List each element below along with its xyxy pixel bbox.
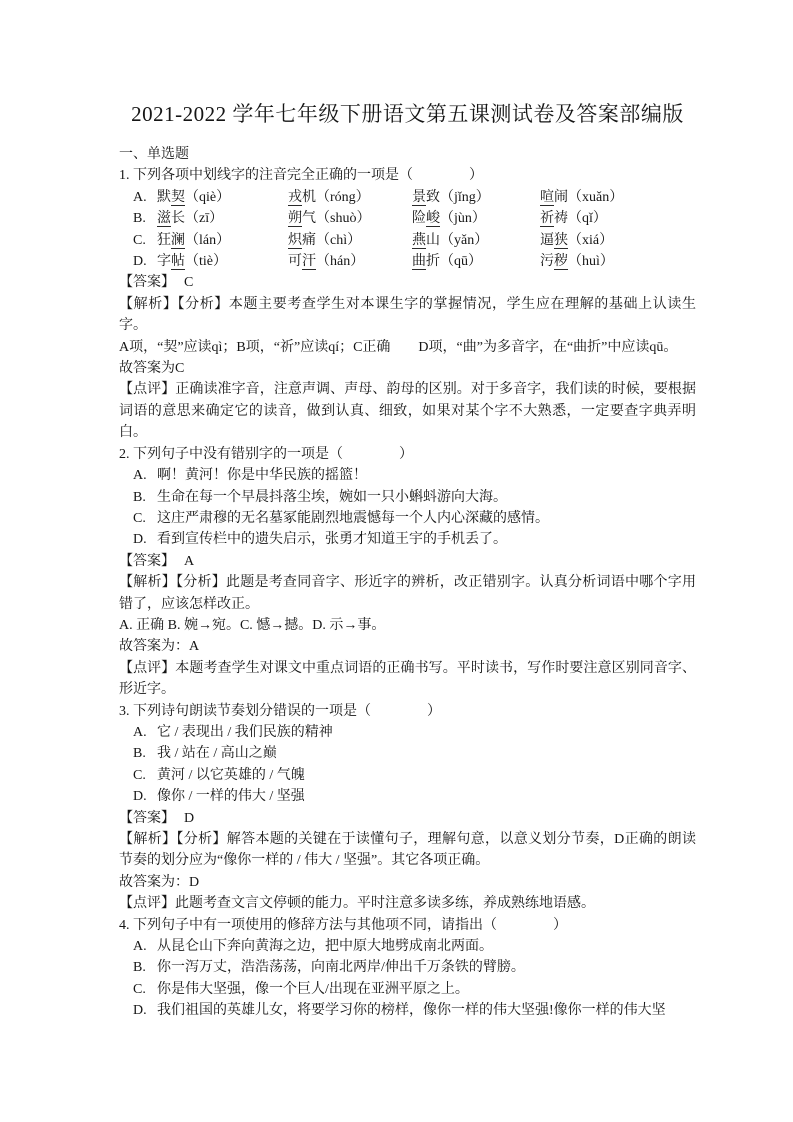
option-text: 啊！黄河！你是中华民族的摇篮！ — [157, 468, 367, 484]
analysis-paragraph: 【解析】【分析】此题是考查同音字、形近字的辨析，改正错别字。认真分析词语中哪个字用错了，应该怎样改正。 — [119, 575, 696, 612]
question-1-option-d — [119, 251, 696, 272]
question-3-stem: 3. 下列诗句朗读节奏划分错误的一项是（ ） — [119, 703, 441, 719]
word-cell — [288, 208, 412, 229]
word-cell — [157, 208, 288, 229]
word-pinyin: （yǎn） — [440, 232, 489, 248]
word-pinyin: （zī） — [185, 211, 224, 227]
word-pre: 可 — [288, 254, 302, 270]
word-underlined-char: 契 — [171, 189, 185, 205]
answer-value: A — [184, 553, 195, 569]
conclusion-line: 故答案为：D — [119, 874, 200, 890]
word-cell — [412, 187, 540, 208]
word-post: 痛 — [302, 232, 316, 248]
comment-paragraph: 【点评】本题考查学生对课文中重点词语的正确书写。平时读书，写作时要注意区别同音字、形近字。 — [119, 660, 696, 698]
word-pinyin: （jùn） — [440, 211, 486, 227]
word-underlined-char: 澜 — [171, 232, 185, 248]
option-label: B. — [133, 960, 146, 976]
option-label: A. — [133, 724, 147, 740]
option-text: 生命在每一个早晨抖落尘埃，婉如一只小蝌蚪游向大海。 — [157, 489, 507, 505]
question-1-option-c — [119, 230, 696, 251]
answer-line — [119, 808, 696, 829]
option-label: D. — [133, 532, 147, 548]
answer-label: 【答案】 — [119, 275, 175, 291]
word-pre: 逼 — [540, 232, 554, 248]
question-3-option-d — [119, 786, 696, 807]
option-text: 从昆仑山下奔向黄海之边，把中原大地劈成南北两面。 — [157, 939, 493, 955]
word-underlined-char: 祈 — [540, 211, 554, 227]
option-text: 这庄严肃穆的无名墓冢能剧烈地震憾每一个人内心深藏的感情。 — [157, 510, 549, 526]
option-label: C. — [133, 232, 146, 248]
answer-label: 【答案】 — [119, 810, 175, 826]
question-4-options — [119, 936, 696, 1022]
word-post: 山 — [426, 232, 440, 248]
answer-value: C — [184, 275, 194, 291]
word-pinyin: （lán） — [185, 232, 231, 248]
question-3-option-b — [119, 743, 696, 764]
word-post: 长 — [171, 211, 185, 227]
question-4-option-b — [119, 957, 696, 978]
option-label: C. — [133, 510, 146, 526]
question-4 — [119, 915, 696, 1022]
word-underlined-char: 帖 — [171, 254, 185, 270]
option-text: 像你 / 一样的伟大 / 坚强 — [157, 789, 305, 805]
word-post: 致 — [426, 189, 440, 205]
word-cell — [157, 230, 288, 251]
word-post: 折 — [426, 254, 440, 270]
word-cell — [540, 230, 696, 251]
word-underlined-char: 曲 — [412, 254, 426, 270]
option-text: 我们祖国的英雄儿女，将要学习你的榜样，像你一样的伟大坚强!像你一样的伟大坚 — [157, 1003, 666, 1019]
comment-paragraph: 【点评】正确读准字音，注意声调、声母、韵母的区别。对于多音字，我们读的时候，要根据词语的意思来确定它的读音，做到认真、细致，如果对某个字不大熟悉，一定要查字典弄明白。 — [119, 382, 696, 441]
word-cell — [157, 251, 288, 272]
document-title: 2021-2022 学年七年级下册语文第五课测试卷及答案部编版 — [131, 102, 684, 126]
detail-paragraph: A. 正确 B. 婉→宛。C. 憾→撼。D. 示→事。 — [119, 617, 386, 633]
word-post: 闹 — [554, 189, 568, 205]
question-1-options — [119, 187, 696, 273]
option-text: 你是伟大坚强，像一个巨人/出现在亚洲平原之上。 — [157, 981, 469, 997]
question-3 — [119, 701, 696, 915]
word-underlined-char: 炽 — [288, 232, 302, 248]
word-underlined-char: 狭 — [554, 232, 568, 248]
word-post: 祷 — [554, 211, 568, 227]
question-2-option-c — [119, 508, 696, 529]
conclusion-line: 故答案为：A — [119, 639, 200, 655]
question-4-option-c — [119, 979, 696, 1000]
question-2-option-b — [119, 487, 696, 508]
option-label: C. — [133, 767, 146, 783]
option-label: D. — [133, 254, 147, 270]
word-underlined-char: 秽 — [554, 254, 568, 270]
word-pinyin: （tiè） — [185, 254, 227, 270]
word-cell — [540, 208, 696, 229]
conclusion-line: 故答案为C — [119, 361, 185, 377]
question-2-option-d — [119, 529, 696, 550]
word-underlined-char: 燕 — [412, 232, 426, 248]
question-1-option-b — [119, 208, 696, 229]
word-cell — [412, 208, 540, 229]
option-text: 它 / 表现出 / 我们民族的精神 — [157, 724, 333, 740]
word-pre: 险 — [412, 211, 426, 227]
word-post: 机 — [302, 189, 316, 205]
word-pinyin: （xuǎn） — [568, 189, 624, 205]
option-label: C. — [133, 981, 146, 997]
question-2-options — [119, 465, 696, 551]
comment-paragraph: 【点评】此题考查文言文停顿的能力。平时注意多读多练，养成熟练地语感。 — [119, 896, 595, 912]
word-cell — [288, 230, 412, 251]
word-pinyin: （hán） — [316, 254, 365, 270]
word-underlined-char: 景 — [412, 189, 426, 205]
word-cell — [288, 251, 412, 272]
question-3-options — [119, 722, 696, 808]
option-text: 看到宣传栏中的遗失启示，张勇才知道王宇的手机丢了。 — [157, 532, 507, 548]
word-underlined-char: 戎 — [288, 189, 302, 205]
word-pinyin: （róng） — [316, 189, 370, 205]
option-text: 我 / 站在 / 高山之巅 — [157, 746, 277, 762]
question-4-stem: 4. 下列句子中有一项使用的修辞方法与其他项不同，请指出（ ） — [119, 917, 567, 933]
option-label: B. — [133, 489, 146, 505]
option-label: A. — [133, 939, 147, 955]
word-underlined-char: 峻 — [426, 211, 440, 227]
analysis-paragraph: 【解析】【分析】本题主要考查学生对本课生字的掌握情况，学生应在理解的基础上认读生字。 — [119, 296, 696, 334]
word-underlined-char: 朔 — [288, 211, 302, 227]
answer-line — [119, 272, 696, 293]
word-pre: 污 — [540, 254, 554, 270]
question-1 — [119, 165, 696, 443]
word-underlined-char: 滋 — [157, 211, 171, 227]
question-4-option-a — [119, 936, 696, 957]
question-2-stem: 2. 下列句子中没有错别字的一项是（ ） — [119, 446, 413, 462]
option-label: A. — [133, 468, 147, 484]
detail-paragraph: A项，“契”应读qì；B项，“祈”应读qí；C正确 D项，“曲”为多音字，在“曲折”中应读qū。 — [119, 339, 678, 355]
option-text: 黄河 / 以它英雄的 / 气魄 — [157, 767, 305, 783]
word-pinyin: （jǐng） — [440, 189, 490, 205]
word-pre: 狂 — [157, 232, 171, 248]
answer-value: D — [184, 810, 195, 826]
word-pinyin: （qǐ） — [568, 211, 607, 227]
question-3-option-c — [119, 765, 696, 786]
word-pinyin: （chì） — [316, 232, 362, 248]
question-1-stem: 1. 下列各项中划线字的注音完全正确的一项是（ ） — [119, 168, 483, 184]
word-cell — [157, 187, 288, 208]
option-label: A. — [133, 189, 147, 205]
question-1-option-a — [119, 187, 696, 208]
word-pre: 默 — [157, 189, 171, 205]
option-label: B. — [133, 211, 146, 227]
word-cell — [540, 251, 696, 272]
word-underlined-char: 汗 — [302, 254, 316, 270]
word-underlined-char: 喧 — [540, 189, 554, 205]
word-pinyin: （shuò） — [316, 211, 371, 227]
word-pinyin: （huì） — [568, 254, 614, 270]
question-2 — [119, 444, 696, 701]
question-2-option-a — [119, 465, 696, 486]
option-text: 你一泻万丈，浩浩荡荡，向南北两岸/伸出千万条铁的臂膀。 — [157, 960, 525, 976]
answer-label: 【答案】 — [119, 553, 175, 569]
word-cell — [540, 187, 696, 208]
word-cell — [288, 187, 412, 208]
option-label: D. — [133, 789, 147, 805]
word-cell — [412, 230, 540, 251]
question-3-option-a — [119, 722, 696, 743]
option-label: B. — [133, 746, 146, 762]
word-pre: 字 — [157, 254, 171, 270]
word-pinyin: （qiè） — [185, 189, 231, 205]
word-pinyin: （qū） — [440, 254, 482, 270]
answer-line — [119, 551, 696, 572]
question-4-option-d — [119, 1000, 696, 1021]
option-label: D. — [133, 1003, 147, 1019]
analysis-paragraph: 【解析】【分析】解答本题的关键在于读懂句子，理解句意，以意义划分节奏，D正确的朗读节奏的划分应为“像你一样的 / 伟大 / 坚强”。其它各项正确。 — [119, 832, 696, 869]
word-cell — [412, 251, 540, 272]
word-pinyin: （xiá） — [568, 232, 614, 248]
word-post: 气 — [302, 211, 316, 227]
section-heading-single-choice: 一、单选题 — [119, 147, 189, 162]
